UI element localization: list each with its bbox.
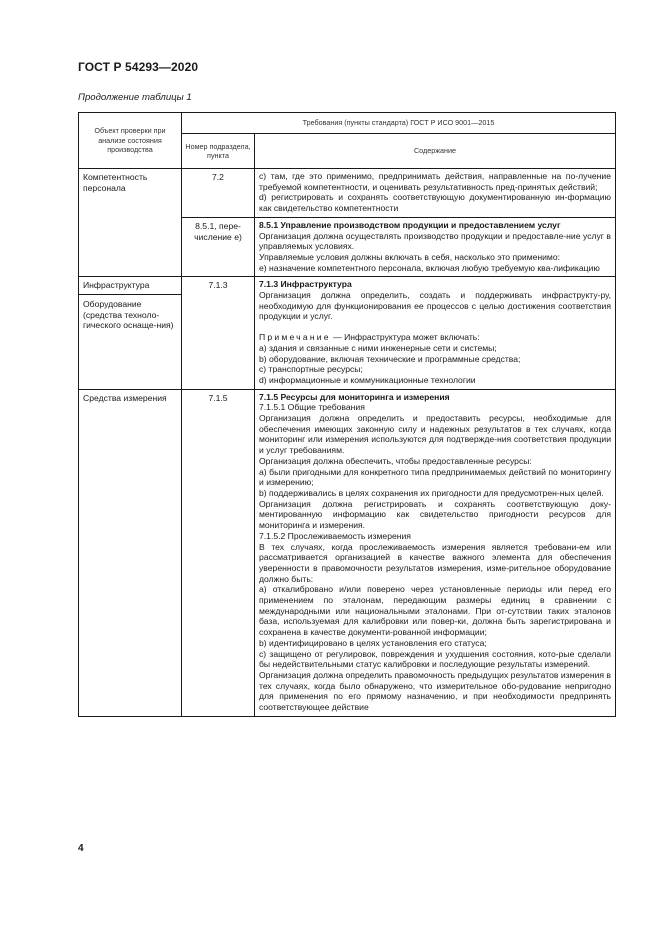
note-label: Примечание (259, 332, 331, 343)
content-paragraph: Организация должна определить правомочность предыдущих результатов измерения в тех случаях, когда было обнаружено, что измерительное обо-рудование непригодно для применения по его прямому назначению, и при необходимости предпринять соответствующее действие (259, 669, 611, 713)
content-paragraph: 7.1.5.2 Прослеживаемость измерения (259, 530, 411, 541)
content-paragraph: Организация должна осуществлять производство продукции и предоставле-ние услуг в управляемых условиях. (259, 230, 611, 252)
content-paragraph: e) назначение компетентного персонала, включая любую требуемую ква-лификацию (259, 262, 600, 273)
content-paragraph: c) защищено от регулировок, повреждения и ухудшения состояния, кото-рые сделали бы недействительными статус калибровки и последующие результаты измерений. (259, 648, 611, 670)
clause-number: 7.2 (182, 169, 255, 218)
header-object: Объект проверки при анализе состояния производства (79, 113, 182, 169)
content-paragraph: В тех случаях, когда прослеживаемость измерения является требовани-ем или рассматривается организацией в качестве важного элемента для обеспечения уверенности в правомочности результатов измерения, изме-рительное оборудование должно быть: (259, 541, 611, 584)
object-label: Инфраструктура (79, 277, 181, 295)
content-paragraph: Управляемые условия должны включать в себя, насколько это применимо: (259, 251, 561, 262)
object-label: Компетентность персонала (83, 172, 148, 193)
table-row (79, 169, 616, 218)
note-paragraph (259, 332, 611, 343)
content-paragraph: a) откалибровано и/или поверено через установленные периоды или перед его применением по эталонам, передающим размеры единиц в сравнении с международными или национальными эталонами. При от-сутствии таких эталонов база, используемая для калибровки или повер-ки, должна быть зарегистрирована и сохранена в качестве документи-рованной информации; (259, 584, 611, 638)
clause-number: 7.1.3 (182, 277, 255, 389)
clause-content (255, 389, 616, 716)
content-paragraph: 7.1.5.1 Общие требования (259, 402, 365, 413)
clause-title: 8.5.1 Управление производством продукции и предоставлением услуг (259, 219, 561, 230)
clause-title: 7.1.3 Инфраструктура (259, 279, 352, 290)
object-measuring-instruments (79, 389, 182, 716)
note-text: — Инфраструктура может включать: (330, 332, 480, 343)
content-paragraph: a) были пригодными для конкретного типа предпринимаемых действий по мониторингу и измерению; (259, 466, 611, 488)
content-paragraph: Организация должна определить и предоставить ресурсы, необходимые для обеспечения имеющих законную силу и надежных результатов в тех случаях, когда мониторинг или измерения используются для подтвержде-ния соответствия продукции и услуг требованиям. (259, 413, 611, 456)
list-item: d) информационные и коммуникационные технологии (259, 374, 476, 385)
requirements-table (78, 112, 616, 717)
object-label: Средства измерения (83, 392, 167, 403)
object-infrastructure (79, 277, 182, 389)
header-number: Номер подраздела, пункта (182, 134, 255, 169)
clause-content (255, 277, 616, 389)
list-item: a) здания и связанные с ними инженерные сети и системы; (259, 342, 497, 353)
content-paragraph: c) там, где это применимо, предпринимать действия, направленные на по-лучение требуемой компетентности, и оценивать результативность пред-принятых действий; (259, 171, 611, 192)
content-paragraph: d) регистрировать и сохранять соответствующую документированную ин-формацию как свидетельство компетентности (259, 192, 611, 214)
page-number: 4 (78, 843, 84, 854)
clause-number: 8.5.1, пере-числение e) (182, 217, 255, 277)
clause-title: 7.1.5 Ресурсы для мониторинга и измерения (259, 391, 450, 402)
list-item: b) оборудование, включая технические и программные средства; (259, 353, 521, 364)
document-title: ГОСТ Р 54293—2020 (78, 60, 199, 74)
content-paragraph: Организация должна обеспечить, чтобы предоставленные ресурсы: (259, 455, 532, 466)
table-header-row (79, 113, 616, 134)
table-continuation-label: Продолжение таблицы 1 (78, 92, 192, 103)
list-item: c) транспортные ресурсы; (259, 364, 363, 375)
content-paragraph: b) идентифицировано в целях установления его статуса; (259, 637, 487, 648)
table-row (79, 277, 616, 389)
content-paragraph: Организация должна определить, создать и поддерживать инфраструкту-ру, необходимую для функционирования ее процессов с целью достижения соответствия продукции и услуг. (259, 290, 611, 322)
clause-content (255, 217, 616, 277)
header-content: Содержание (255, 134, 616, 169)
table-row (79, 389, 616, 716)
content-paragraph: b) поддерживались в целях сохранения их пригодности для предусмотрен-ных целей. (259, 487, 604, 498)
object-label-equipment: Оборудование (средства техноло-гического оснаще-ния) (83, 299, 174, 331)
object-competence (79, 169, 182, 277)
header-requirements: Требования (пункты стандарта) ГОСТ Р ИСО 9001—2015 (182, 113, 616, 134)
clause-number: 7.1.5 (182, 389, 255, 716)
content-paragraph: Организация должна регистрировать и сохранять соответствующую доку-ментированную информацию как свидетельство пригодности ресурсов для мониторинга и измерения. (259, 498, 611, 531)
clause-content (255, 169, 616, 218)
